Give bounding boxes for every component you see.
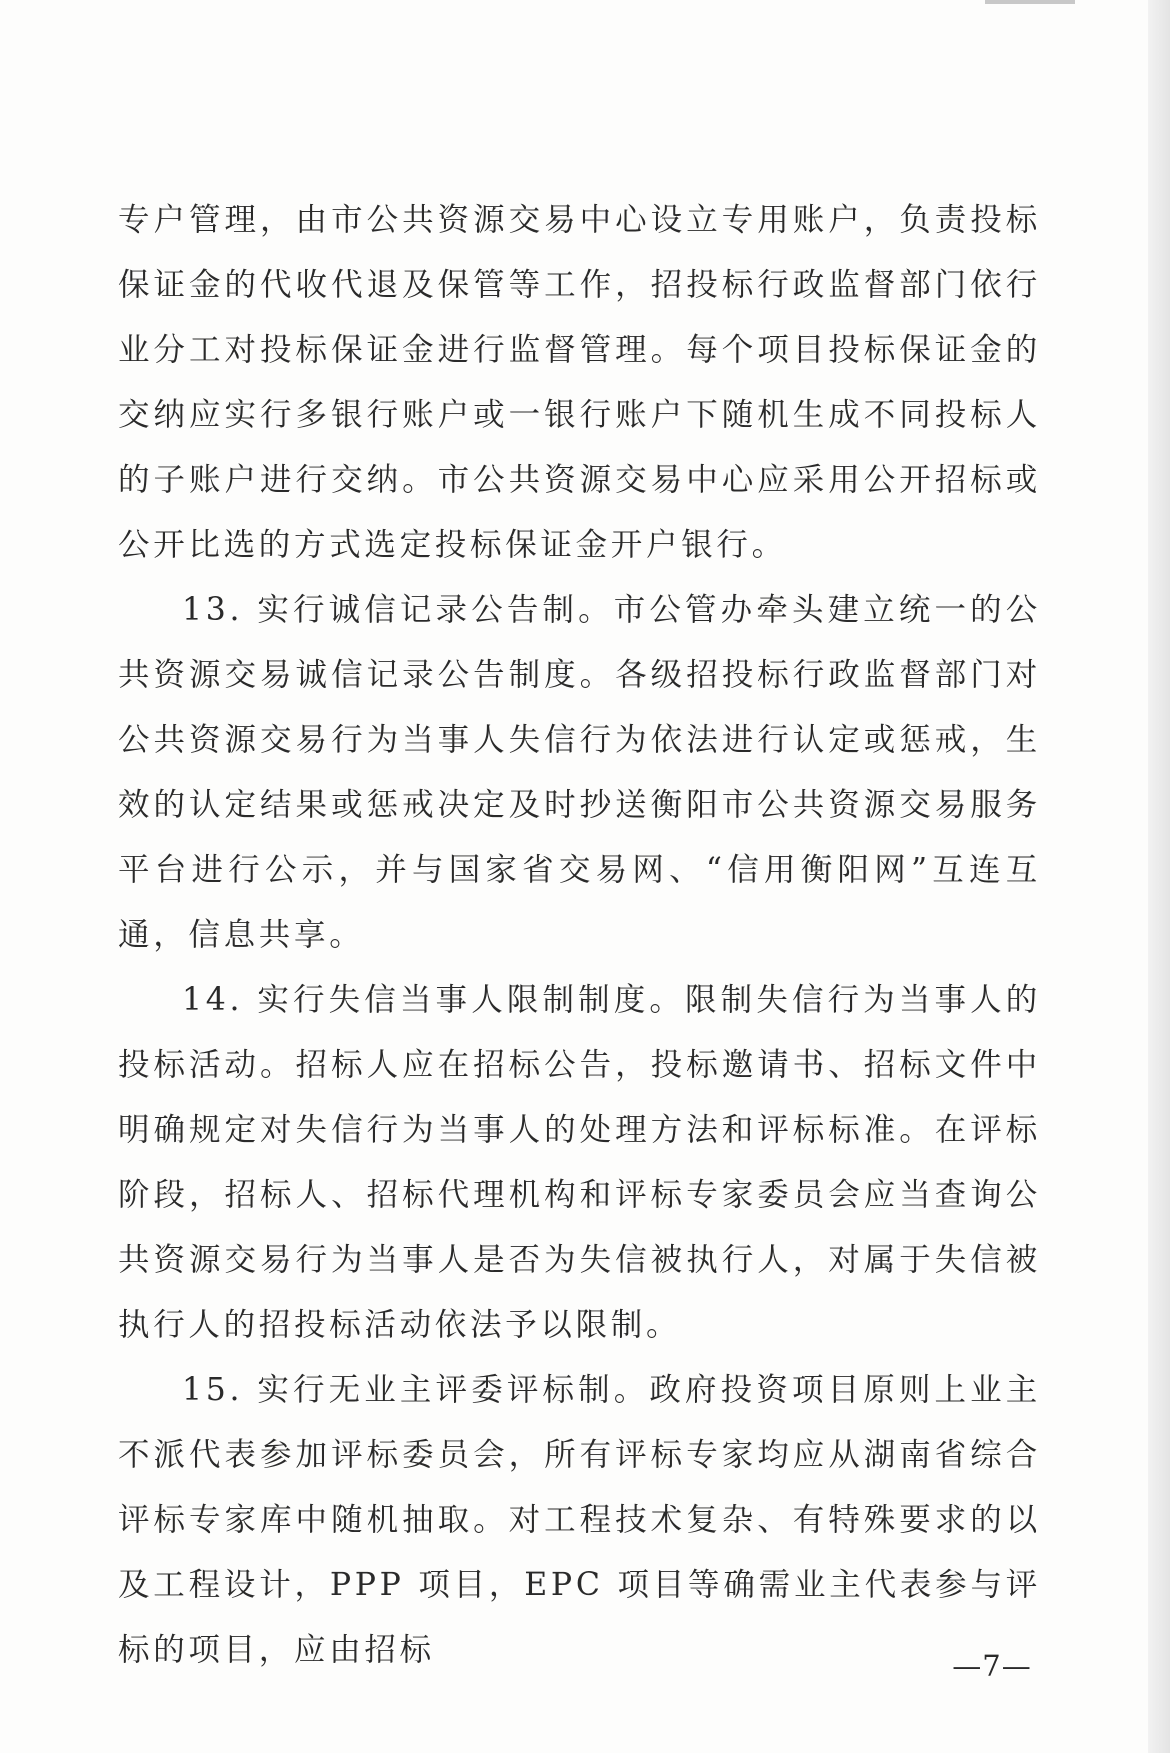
page-number: —7— (952, 1649, 1032, 1683)
top-edge-mark (985, 0, 1075, 4)
body-text (118, 188, 1041, 1683)
page-edge-shadow (1148, 0, 1170, 1753)
paragraph-item-13: 13. 实行诚信记录公告制。市公管办牵头建立统一的公共资源交易诚信记录公告制度。各级招投标行政监督部门对公共资源交易行为当事人失信行为依法进行认定或惩戒，生效的认定结果或惩戒决定及时抄送衡阳市公共资源交易服务平台进行公示，并与国家省交易网、“信用衡阳网”互连互通，信息共享。 (118, 592, 1041, 953)
paragraph-item-15: 15. 实行无业主评委评标制。政府投资项目原则上业主不派代表参加评标委员会，所有评标专家均应从湖南省综合评标专家库中随机抽取。对工程技术复杂、有特殊要求的以及工程设计，PPP 项目，EPC 项目等确需业主代表参与评标的项目，应由招标 (118, 1372, 1041, 1668)
paragraph-bid-bond-management: 专户管理，由市公共资源交易中心设立专用账户，负责投标保证金的代收代退及保管等工作，招投标行政监督部门依行业分工对投标保证金进行监督管理。每个项目投标保证金的交纳应实行多银行账户或一银行账户下随机生成不同投标人的子账户进行交纳。市公共资源交易中心应采用公开招标或公开比选的方式选定投标保证金开户银行。 (118, 202, 1041, 563)
paragraph-item-14: 14. 实行失信当事人限制制度。限制失信行为当事人的投标活动。招标人应在招标公告，投标邀请书、招标文件中明确规定对失信行为当事人的处理方法和评标标准。在评标阶段，招标人、招标代理机构和评标专家委员会应当查询公共资源交易行为当事人是否为失信被执行人，对属于失信被执行人的招投标活动依法予以限制。 (118, 982, 1041, 1343)
